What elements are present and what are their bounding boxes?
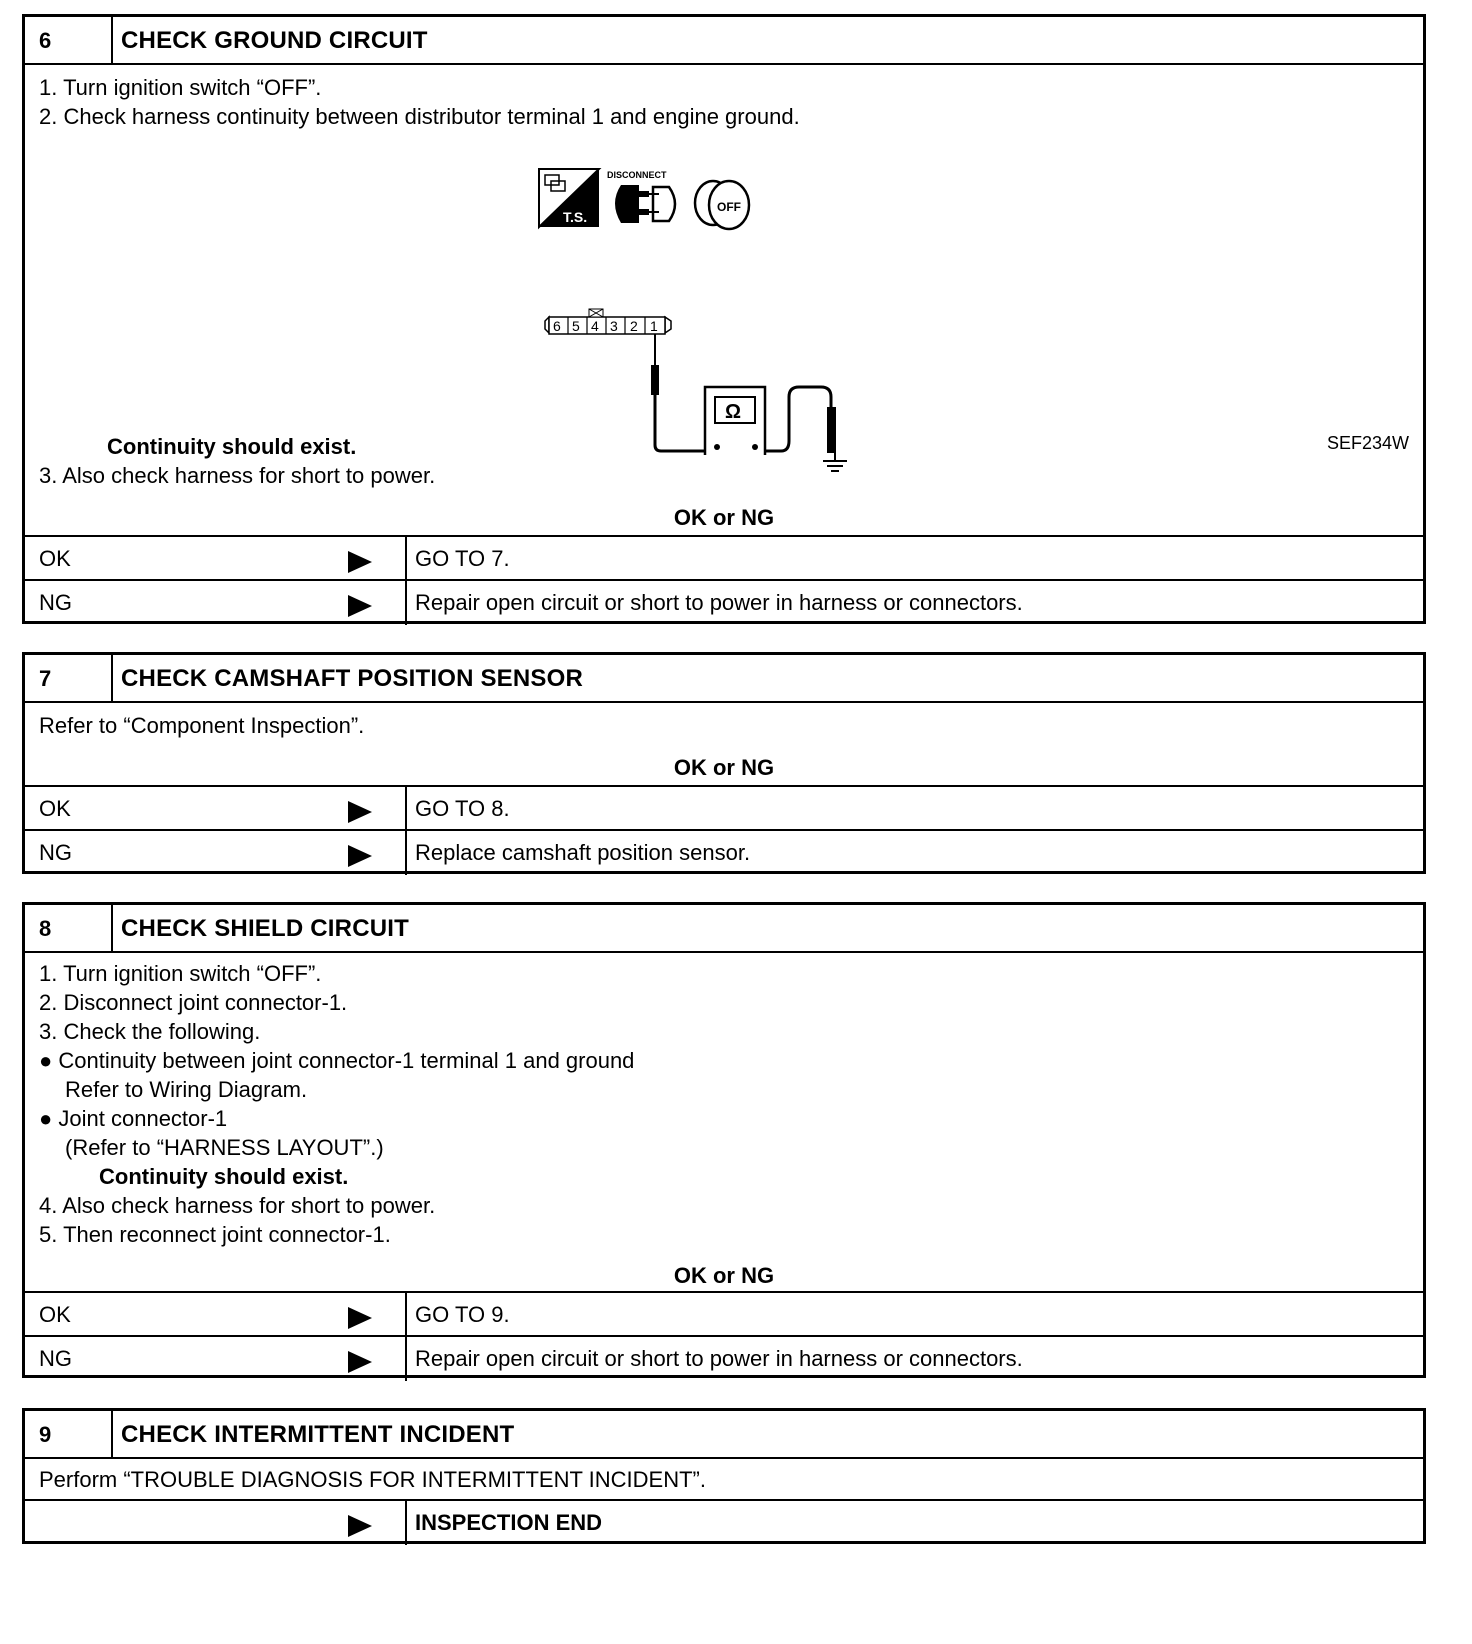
arrow-right-icon xyxy=(348,551,372,573)
step-body xyxy=(25,65,1423,537)
instruction-line: ● Joint connector-1 xyxy=(39,1106,228,1131)
step-header xyxy=(25,655,1423,703)
result-key: OK xyxy=(25,537,407,579)
result-row-ok xyxy=(25,787,1423,831)
instruction-line: Refer to Wiring Diagram. xyxy=(65,1077,308,1102)
tester-label: T.S. xyxy=(563,209,588,225)
ok-or-ng-label: OK or NG xyxy=(673,505,775,530)
step-header xyxy=(25,905,1423,953)
instruction-line: 1. Turn ignition switch “OFF”. xyxy=(39,961,322,986)
ohmmeter-icon xyxy=(705,387,765,455)
step-number: 6 xyxy=(25,17,113,63)
ground-icon xyxy=(821,453,849,477)
terminal-label: 2 xyxy=(630,318,638,334)
step-header xyxy=(25,1411,1423,1459)
result-action: Repair open circuit or short to power in harness or connectors. xyxy=(415,1346,1023,1371)
disconnect-connector-icon xyxy=(607,170,675,223)
step-6 xyxy=(22,14,1426,624)
result-action: Replace camshaft position sensor. xyxy=(415,840,751,865)
result-action: GO TO 8. xyxy=(415,796,510,821)
result-row-ok xyxy=(25,1293,1423,1337)
step-number: 7 xyxy=(25,655,113,701)
tester-icon xyxy=(539,169,599,227)
terminal-label: 3 xyxy=(610,318,618,334)
result-action: GO TO 7. xyxy=(415,546,510,571)
instruction-line: 5. Then reconnect joint connector-1. xyxy=(39,1222,391,1247)
step-title: CHECK CAMSHAFT POSITION SENSOR xyxy=(121,665,584,692)
instruction-line: Continuity should exist. xyxy=(99,1164,349,1189)
result-key xyxy=(25,1501,407,1545)
terminal-label: 4 xyxy=(591,318,599,334)
arrow-right-icon xyxy=(348,845,372,867)
arrow-right-icon xyxy=(348,801,372,823)
figure-code: SEF234W xyxy=(1326,433,1409,453)
step-8 xyxy=(22,902,1426,1378)
step-body xyxy=(25,1459,1423,1501)
instruction-line: 3. Check the following. xyxy=(39,1019,261,1044)
result-key: NG xyxy=(25,581,407,625)
result-key: NG xyxy=(25,831,407,875)
disconnect-label: DISCONNECT xyxy=(607,170,667,180)
result-action: Repair open circuit or short to power in harness or connectors. xyxy=(415,590,1023,615)
distributor-connector xyxy=(545,309,671,334)
ohm-symbol: Ω xyxy=(725,401,742,423)
step-9 xyxy=(22,1408,1426,1544)
instruction-line: Perform “TROUBLE DIAGNOSIS FOR INTERMITTENT INCIDENT”. xyxy=(39,1467,706,1492)
step-7 xyxy=(22,652,1426,874)
result-row-ng xyxy=(25,1337,1423,1381)
step-title: CHECK GROUND CIRCUIT xyxy=(121,27,428,54)
step-title: CHECK SHIELD CIRCUIT xyxy=(121,915,410,942)
instruction-line: 2. Disconnect joint connector-1. xyxy=(39,990,348,1015)
instruction-line: 4. Also check harness for short to power. xyxy=(39,1193,436,1218)
step-title: CHECK INTERMITTENT INCIDENT xyxy=(121,1421,515,1448)
ok-or-ng-label: OK or NG xyxy=(673,755,775,780)
instruction-line: (Refer to “HARNESS LAYOUT”.) xyxy=(65,1135,384,1160)
arrow-right-icon xyxy=(348,1307,372,1329)
result-key: OK xyxy=(25,787,407,829)
terminal-label: 5 xyxy=(572,318,580,334)
ignition-off-key-icon xyxy=(695,181,749,229)
arrow-right-icon xyxy=(348,1515,372,1537)
step-number: 9 xyxy=(25,1411,113,1457)
step-body xyxy=(25,953,1423,1293)
result-row-ok xyxy=(25,537,1423,581)
result-row-ng xyxy=(25,581,1423,625)
result-action: GO TO 9. xyxy=(415,1302,510,1327)
step-header xyxy=(25,17,1423,65)
instruction-line: Refer to “Component Inspection”. xyxy=(39,713,365,738)
instruction-line: ● Continuity between joint connector-1 terminal 1 and ground xyxy=(39,1048,635,1073)
ok-or-ng-label: OK or NG xyxy=(673,1263,775,1288)
step-body xyxy=(25,703,1423,787)
step-number: 8 xyxy=(25,905,113,951)
off-label: OFF xyxy=(717,200,741,214)
result-row-end xyxy=(25,1501,1423,1545)
result-action: INSPECTION END xyxy=(415,1510,603,1535)
instruction-line: 3. Also check harness for short to power. xyxy=(39,463,436,488)
result-key: OK xyxy=(25,1293,407,1335)
arrow-right-icon xyxy=(348,595,372,617)
result-row-ng xyxy=(25,831,1423,875)
terminal-label: 6 xyxy=(553,318,561,334)
arrow-right-icon xyxy=(348,1351,372,1373)
instruction-line: 2. Check harness continuity between distributor terminal 1 and engine ground. xyxy=(39,104,800,129)
result-key: NG xyxy=(25,1337,407,1381)
continuity-check-diagram xyxy=(535,165,895,455)
terminal-label: 1 xyxy=(650,318,658,334)
instruction-line: 1. Turn ignition switch “OFF”. xyxy=(39,75,322,100)
instruction-line: Continuity should exist. xyxy=(107,434,357,459)
